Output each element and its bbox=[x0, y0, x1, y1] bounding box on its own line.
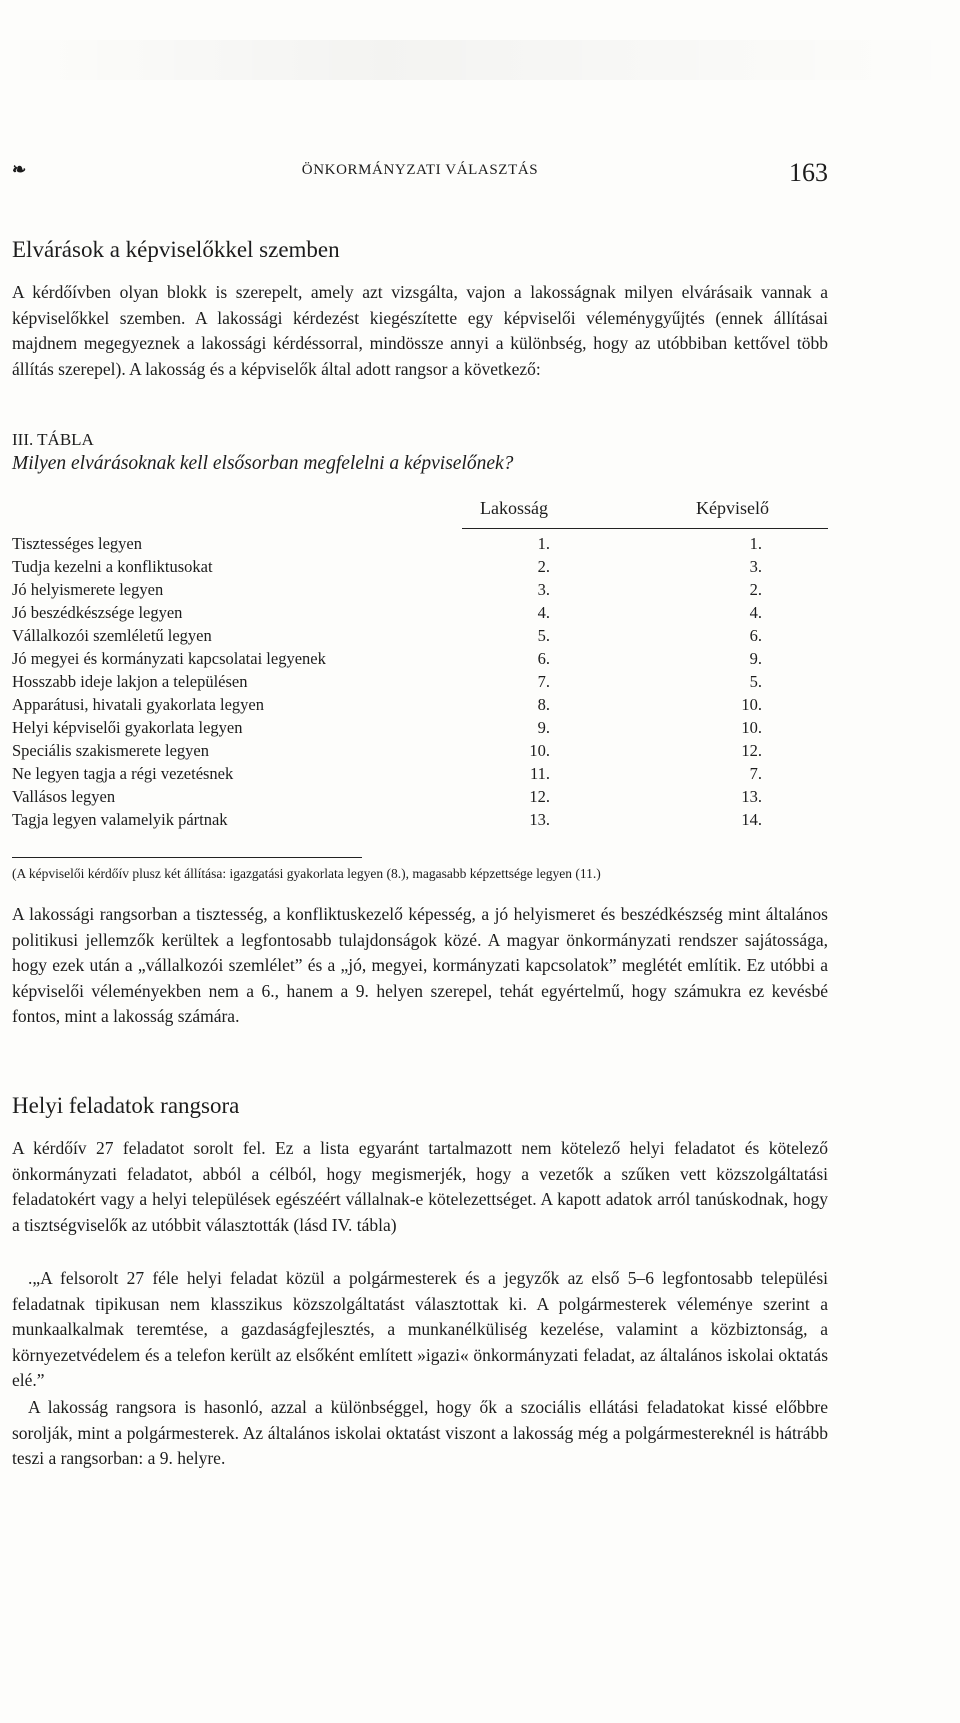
table-row bbox=[12, 580, 828, 603]
rank-lakossag: 5. bbox=[537, 626, 550, 645]
intro-paragraph: A kérdőívben olyan blokk is szerepelt, amely azt vizsgálta, vajon a lakosságnak milyen elvárásaik vannak a képviselőkkel szemben. A lakossági kérdezést kiegészítette egy képviselői véleménygyűjtés (ennek állításai majdnem megegyeznek a lakossági kérdéssorral, mindössze annyi a különbség, hogy az utóbbiban kettővel több állítás szerepel). A lakosság és a képviselők által adott rangsor a következő: bbox=[12, 282, 828, 379]
running-title: ÖNKORMÁNYZATI VÁLASZTÁS bbox=[301, 162, 539, 178]
rank-lakossag: 1. bbox=[537, 534, 550, 553]
scan-artifact bbox=[0, 40, 960, 80]
rank-kepviselo: 6. bbox=[749, 626, 762, 645]
rank-lakossag: 12. bbox=[529, 787, 550, 806]
closing-paragraph: A lakosság rangsora is hasonló, azzal a különbséggel, hogy ők a szociális ellátási feladatokat kissé előbbre sorolják, mint a polgármesterek. Az általános iskolai oktatást viszont a lakosság még a polgármestereknél is hátrább teszi a rangsorban: a 9. helyre. bbox=[12, 1397, 828, 1469]
row-label: Tudja kezelni a konfliktusokat bbox=[12, 557, 213, 576]
rank-kepviselo: 12. bbox=[741, 741, 762, 760]
column-header-lakossag: Lakosság bbox=[480, 498, 548, 518]
row-label: Jó helyismerete legyen bbox=[12, 580, 164, 599]
row-label: Apparátusi, hivatali gyakorlata legyen bbox=[12, 695, 264, 714]
table-row bbox=[12, 810, 828, 833]
row-label: Vallásos legyen bbox=[12, 787, 116, 806]
row-label: Tagja legyen valamelyik pártnak bbox=[12, 810, 228, 829]
rank-lakossag: 13. bbox=[529, 810, 550, 829]
rank-lakossag: 7. bbox=[537, 672, 550, 691]
table-row bbox=[12, 626, 828, 649]
table-row bbox=[12, 649, 828, 672]
rank-kepviselo: 13. bbox=[741, 787, 762, 806]
row-label: Tisztességes legyen bbox=[12, 534, 143, 553]
table-row bbox=[12, 603, 828, 626]
rank-lakossag: 4. bbox=[537, 603, 550, 622]
table-row bbox=[12, 557, 828, 580]
rank-lakossag: 6. bbox=[537, 649, 550, 668]
table-row bbox=[12, 718, 828, 741]
row-label: Jó megyei és kormányzati kapcsolatai legyenek bbox=[12, 649, 326, 668]
rank-lakossag: 10. bbox=[529, 741, 550, 760]
table-row bbox=[12, 534, 828, 557]
table-row bbox=[12, 764, 828, 787]
rank-kepviselo: 14. bbox=[741, 810, 762, 829]
table-row bbox=[12, 787, 828, 810]
rank-lakossag: 2. bbox=[537, 557, 550, 576]
table-row bbox=[12, 672, 828, 695]
rank-lakossag: 3. bbox=[537, 580, 550, 599]
page-number: 163 bbox=[789, 158, 828, 187]
rank-kepviselo: 1. bbox=[749, 534, 762, 553]
section-heading-helyi-feladatok: Helyi feladatok rangsora bbox=[12, 1093, 240, 1118]
rank-lakossag: 9. bbox=[537, 718, 550, 737]
table-footnote: (A képviselői kérdőív plusz két állítása: igazgatási gyakorlata legyen (8.), magasabb képzettsége legyen (11.) bbox=[12, 866, 601, 881]
row-label: Helyi képviselői gyakorlata legyen bbox=[12, 718, 243, 737]
rank-kepviselo: 9. bbox=[749, 649, 762, 668]
rank-lakossag: 8. bbox=[537, 695, 550, 714]
quote-paragraph: .„A felsorolt 27 féle helyi feladat közül a polgármesterek és a jegyzők az első 5–6 legfontosabb települési feladatnak tipikusan nem klasszikus közszolgáltatást választottak ki. A polgármesterek véleménye szerint a munkaalkalmak teremtése, a gazdaságfejlesztés, a munkanélküliség kezelése, valamint a közbiztonság, a környezetvédelem és a telefon került az elsőként említett »igazi« önkormányzati feladat, az általános iskolai oktatás elé.” bbox=[12, 1268, 828, 1391]
row-label: Speciális szakismerete legyen bbox=[12, 741, 210, 760]
column-header-kepviselo: Képviselő bbox=[696, 498, 769, 518]
table-bottom-rule bbox=[12, 857, 362, 858]
table-caption: Milyen elvárásoknak kell elsősorban megfelelni a képviselőnek? bbox=[12, 453, 514, 474]
rank-kepviselo: 10. bbox=[741, 718, 762, 737]
table-header-rule bbox=[462, 528, 828, 529]
page-header bbox=[12, 160, 828, 190]
row-label: Ne legyen tagja a régi vezetésnek bbox=[12, 764, 234, 783]
tasks-paragraph: A kérdőív 27 feladatot sorolt fel. Ez a lista egyaránt tartalmazott nem kötelező helyi feladatot és kötelező önkormányzati feladatot, abból a célból, hogy megismerjék, hogy a vezetők a szűken vett közszolgáltatási feladatokért vagy a helyi települések egészéért vállalnak-e kötelezettséget. A kapott adatok arról tanúskodnak, hogy a tisztségviselők az utóbbit választották (lásd IV. tábla) bbox=[12, 1138, 828, 1235]
rank-kepviselo: 4. bbox=[749, 603, 762, 622]
section-heading-elvarasok: Elvárások a képviselőkkel szemben bbox=[12, 237, 340, 262]
rank-kepviselo: 5. bbox=[749, 672, 762, 691]
rank-lakossag: 11. bbox=[529, 764, 550, 783]
analysis-paragraph: A lakossági rangsorban a tisztesség, a konfliktuskezelő képesség, a jó helyismeret és beszédkészség mint általános politikusi jellemzők kerültek a legfontosabb tulajdonságok közé. A magyar önkormányzati rendszer sajátossága, hogy ezek után a „vállalkozói szemlélet” és a „jó, megyei, kormányzati kapcsolatok” meglétét említik. Ez utóbbi a képviselői véleményekben nem a 6., hanem a 9. helyen szerepel, tehát egyértelmű, hogy számukra ez kevésbé fontos, mint a lakosság számára. bbox=[12, 904, 828, 1027]
row-label: Vállalkozói szemléletű legyen bbox=[12, 626, 212, 645]
table-row bbox=[12, 695, 828, 718]
rank-kepviselo: 10. bbox=[741, 695, 762, 714]
rank-kepviselo: 7. bbox=[749, 764, 762, 783]
table-title: III. TÁBLA bbox=[12, 430, 94, 449]
table-row bbox=[12, 741, 828, 764]
row-label: Jó beszédkészsége legyen bbox=[12, 603, 183, 622]
row-label: Hosszabb ideje lakjon a településen bbox=[12, 672, 248, 691]
rank-kepviselo: 2. bbox=[749, 580, 762, 599]
ornament-icon: ❧ bbox=[12, 160, 27, 179]
rank-kepviselo: 3. bbox=[749, 557, 762, 576]
